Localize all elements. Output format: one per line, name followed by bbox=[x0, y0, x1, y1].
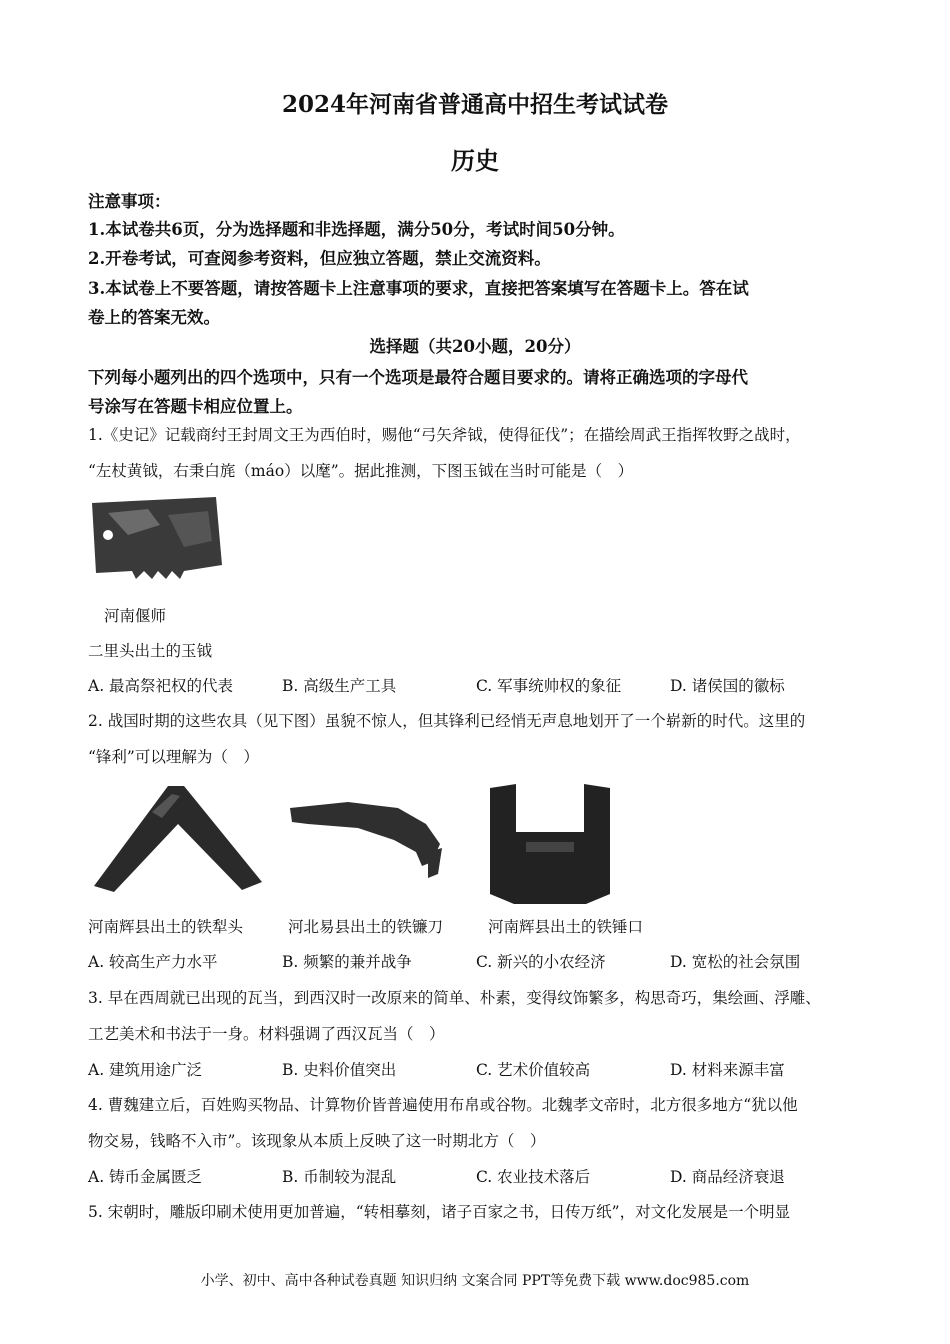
q1-option-c: C. 军事统帅权的象征 bbox=[476, 677, 622, 695]
q3-option-a: A. 建筑用途广泛 bbox=[88, 1061, 203, 1079]
q2-option-a: A. 较高生产力水平 bbox=[88, 953, 218, 971]
section-instructions-1: 下列每小题列出的四个选项中，只有一个选项是最符合题目要求的。请将正确选项的字母代 bbox=[88, 368, 748, 387]
section-instructions-2: 号涂写在答题卡相应位置上。 bbox=[88, 397, 303, 416]
q1-option-a: A. 最高祭祀权的代表 bbox=[88, 677, 234, 695]
subject-title: 历史 bbox=[451, 146, 499, 175]
iron-spade-image bbox=[486, 782, 614, 906]
q4-option-d: D. 商品经济衰退 bbox=[670, 1168, 785, 1186]
q2-caption-1: 河南辉县出土的铁犁头 bbox=[88, 918, 244, 936]
iron-plowshare-image bbox=[92, 782, 264, 894]
q4-stem-1: 4. 曹魏建立后，百姓购买物品、计算物价皆普遍使用布帛或谷物。北魏孝文帝时，北方很多地方“犹以他 bbox=[88, 1096, 798, 1114]
notice-item-2: 2.开卷考试，可查阅参考资料，但应独立答题，禁止交流资料。 bbox=[88, 249, 551, 268]
page-footer: 小学、初中、高中各种试卷真题 知识归纳 文案合同 PPT等免费下载 www.doc985.com bbox=[200, 1273, 750, 1289]
q3-option-d: D. 材料来源丰富 bbox=[670, 1061, 785, 1079]
q1-caption-1: 河南偃师 bbox=[104, 607, 167, 625]
q3-option-c: C. 艺术价值较高 bbox=[476, 1061, 591, 1079]
q1-stem-2: “左杖黄钺，右秉白旄（máo）以麾”。据此推测，下图玉钺在当时可能是（ ） bbox=[88, 462, 634, 480]
q1-stem-1: 1.《史记》记载商纣王封周文王为西伯时，赐他“弓矢斧钺，使得征伐”；在描绘周武王指挥牧野之战时， bbox=[88, 426, 801, 444]
q3-option-b: B. 史料价值突出 bbox=[282, 1061, 397, 1079]
q1-option-d: D. 诸侯国的徽标 bbox=[670, 677, 785, 695]
q2-stem-1: 2. 战国时期的这些农具（见下图）虽貌不惊人，但其锋利已经悄无声息地划开了一个崭新的时代。这里的 bbox=[88, 712, 806, 730]
q4-option-a: A. 铸币金属匮乏 bbox=[88, 1168, 203, 1186]
q2-caption-2: 河北易县出土的铁镰刀 bbox=[288, 918, 444, 936]
notice-item-1: 1.本试卷共6页，分为选择题和非选择题，满分50分，考试时间50分钟。 bbox=[88, 220, 625, 239]
q4-option-b: B. 币制较为混乱 bbox=[282, 1168, 397, 1186]
q2-option-c: C. 新兴的小农经济 bbox=[476, 953, 606, 971]
q2-stem-2: “锋利”可以理解为（ ） bbox=[88, 748, 259, 766]
q1-option-b: B. 高级生产工具 bbox=[282, 677, 397, 695]
q4-stem-2: 物交易，钱略不入市”。该现象从本质上反映了这一时期北方（ ） bbox=[88, 1132, 546, 1150]
jade-yue-image bbox=[88, 495, 224, 581]
notice-item-3: 3.本试卷上不要答题，请按答题卡上注意事项的要求，直接把答案填写在答题卡上。答在试 bbox=[88, 279, 749, 298]
exam-title: 2024年河南省普通高中招生考试试卷 bbox=[281, 91, 668, 118]
q4-option-c: C. 农业技术落后 bbox=[476, 1168, 591, 1186]
q5-stem-1: 5. 宋朝时，雕版印刷术使用更加普遍，“转相摹刻，诸子百家之书，日传万纸”，对文化发展是一个明显 bbox=[88, 1203, 791, 1221]
notice-heading: 注意事项： bbox=[88, 192, 171, 211]
iron-sickle-image bbox=[288, 800, 444, 880]
q3-stem-1: 3. 早在西周就已出现的瓦当，到西汉时一改原来的简单、朴素，变得纹饰繁多，构思奇巧，集绘画、浮雕、 bbox=[88, 989, 821, 1007]
notice-item-3-cont: 卷上的答案无效。 bbox=[88, 308, 220, 327]
q3-stem-2: 工艺美术和书法于一身。材料强调了西汉瓦当（ ） bbox=[88, 1025, 445, 1043]
q2-option-d: D. 宽松的社会氛围 bbox=[670, 953, 801, 971]
q1-caption-2: 二里头出土的玉钺 bbox=[88, 642, 213, 660]
q2-option-b: B. 频繁的兼并战争 bbox=[282, 953, 412, 971]
q2-caption-3: 河南辉县出土的铁锤口 bbox=[488, 918, 644, 936]
section-title: 选择题（共20小题，20分） bbox=[369, 337, 581, 356]
